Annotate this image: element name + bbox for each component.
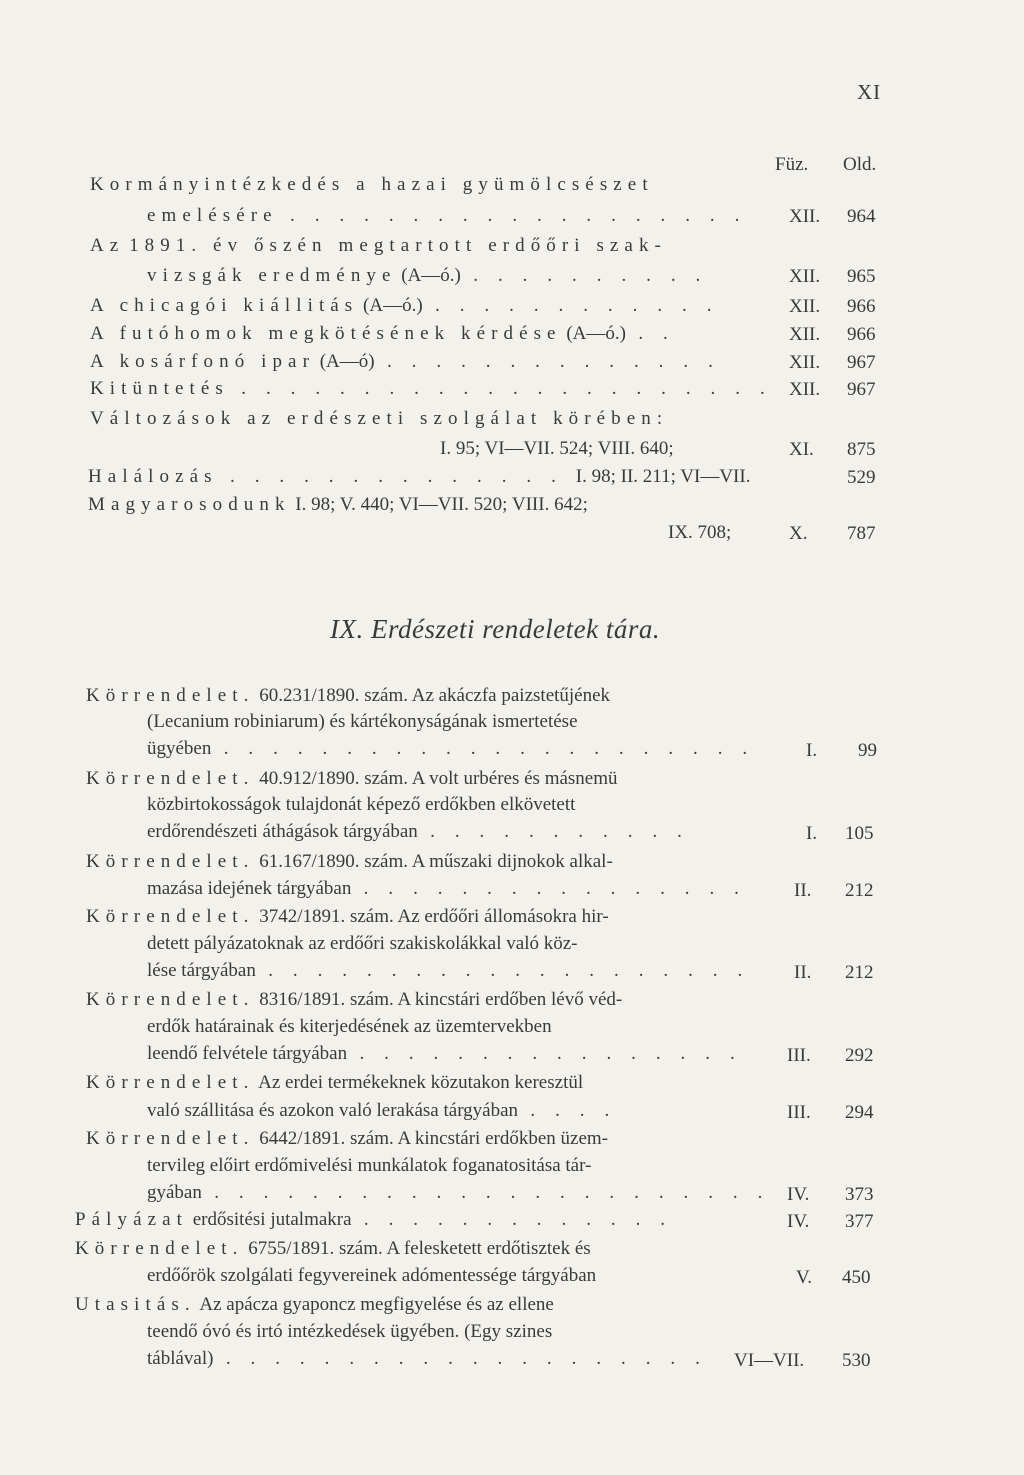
fuzet-value: XII. — [789, 266, 821, 287]
entry-line: A kosárfonó ipar (A—ó) . . . . . . . . . . . . . . — [90, 351, 721, 372]
entry-line: Magyarosodunk I. 98; V. 440; VI—VII. 520; VIII. 642; — [88, 494, 588, 515]
entry-line: leendő felvétele tárgyában . . . . . . . . . . . . . . . . — [147, 1043, 743, 1064]
section-title: IX. Erdészeti rendeletek tára. — [330, 614, 661, 644]
leader-dots: . . . . . . . . . . . . . . . . . . . . — [255, 960, 750, 981]
entry-title: Körrendelet. — [86, 1072, 255, 1093]
leader-dots: . . . . . . . . . . . . . . — [217, 466, 576, 487]
entry-line: való szállitása és azokon való lerakása tárgyában . . . . — [147, 1100, 617, 1121]
leader-dots: . . . . . . . . . . . . . . . . . . . . . . — [211, 738, 755, 759]
leader-dots: . . . . . . . . . . . . . . . . . . . . — [213, 1348, 708, 1369]
entry-line: I. 95; VI—VII. 524; VIII. 640; — [440, 438, 674, 459]
oldal-value: 294 — [845, 1102, 874, 1123]
entry-line: mazása idejének tárgyában . . . . . . . . . . . . . . . . — [147, 878, 747, 899]
oldal-value: 967 — [847, 352, 876, 373]
fuzet-value: XI. — [789, 439, 814, 460]
leader-dots: . . . . . . . . . . . . . . . . . . . . . . — [228, 378, 773, 399]
oldal-value: 377 — [845, 1211, 874, 1232]
entry-line: Halálozás . . . . . . . . . . . . . . I. 98; II. 211; VI—VII. — [88, 466, 751, 487]
entry-line: Utasitás. Az apácza gyaponcz megfigyelése és az ellene — [75, 1294, 554, 1315]
entry-title: Utasitás. — [75, 1294, 196, 1315]
entry-line: közbirtokosságok tulajdonát képező erdőkben elkövetett — [147, 794, 576, 815]
fuzet-value: II. — [794, 880, 812, 901]
oldal-value: 967 — [847, 379, 876, 400]
oldal-value: 99 — [858, 740, 877, 761]
entry-line: Körrendelet. 6755/1891. szám. A felesketett erdőtisztek és — [75, 1238, 591, 1259]
entry-title: A futóhomok megkötésének kérdése — [90, 323, 562, 344]
entry-line: Körrendelet. 60.231/1890. szám. Az akáczfa paizstetűjének — [86, 685, 611, 706]
fuzet-value: IV. — [787, 1211, 810, 1232]
oldal-value: 966 — [847, 324, 876, 345]
leader-dots: . . . . . . . . . . . . — [422, 295, 720, 316]
leader-dots: . . . . . . . . . . . . . — [351, 1209, 673, 1230]
entry-line: Körrendelet. Az erdei termékeknek közutakon keresztül — [86, 1072, 584, 1093]
page-number: XI — [857, 80, 882, 104]
leader-dots: . . . . . . . . . . . . . . . . — [351, 878, 747, 899]
oldal-value: 105 — [845, 823, 874, 844]
oldal-value: 875 — [847, 439, 876, 460]
oldal-value: 966 — [847, 296, 876, 317]
entry-line — [90, 173, 654, 197]
leader-dots: . . — [625, 323, 676, 344]
entry-title: Körrendelet. — [86, 851, 255, 872]
fuzet-value: III. — [787, 1045, 811, 1066]
fuzet-value: XII. — [789, 296, 821, 317]
fuzet-value: V. — [796, 1267, 813, 1288]
entry-line: erdőrendészeti áthágások tárgyában . . . . . . . . . . . — [147, 821, 690, 842]
entry-line: IX. 708; — [668, 522, 732, 543]
oldal-value: 212 — [845, 880, 874, 901]
entry-title: Kormányintézkedés a hazai gyümölcsészet — [90, 174, 654, 195]
column-header-fuzet: Füz. — [775, 154, 809, 175]
entry-title: Magyarosodunk — [88, 494, 291, 515]
entry-title: Körrendelet. — [86, 989, 255, 1010]
oldal-value: 212 — [845, 962, 874, 983]
entry-title: Körrendelet. — [86, 1128, 255, 1149]
entry-line: A chicagói kiállitás (A—ó.) . . . . . . . . . . . . — [90, 295, 720, 316]
entry-title: Változások az erdészeti szolgálat körében: — [90, 408, 669, 429]
fuzet-value: XII. — [789, 206, 821, 227]
entry-title: A chicagói kiállitás — [90, 295, 359, 316]
column-header-oldal: Old. — [843, 154, 877, 175]
entry-line: detett pályázatoknak az erdőőri szakiskolákkal való köz- — [147, 933, 578, 954]
entry-line: Körrendelet. 40.912/1890. szám. A volt urbéres és másnemü — [86, 768, 618, 789]
entry-title: vizsgák eredménye — [147, 265, 397, 286]
leader-dots: . . . . . . . . . . . . . . . . — [347, 1043, 743, 1064]
leader-dots: . . . . . . . . . . . . . . . . . . . . . . . — [201, 1182, 770, 1203]
entry-line: Pályázat erdősitési jutalmakra . . . . . . . . . . . . . — [75, 1209, 673, 1230]
entry-line: (Lecanium robiniarum) és kártékonyságának ismertetése — [147, 711, 578, 732]
entry-line: Körrendelet. 6442/1891. szám. A kincstári erdőkben üzem- — [86, 1128, 608, 1149]
fuzet-value: I. — [806, 740, 818, 761]
entry-line: teendő óvó és irtó intézkedések ügyében. (Egy szines — [147, 1321, 553, 1342]
entry-line: erdőőrök szolgálati fegyvereinek adómentessége tárgyában — [147, 1265, 597, 1286]
fuzet-value: X. — [789, 523, 808, 544]
entry-line: gyában . . . . . . . . . . . . . . . . . . . . . . . — [147, 1182, 770, 1203]
oldal-value: 965 — [847, 266, 876, 287]
oldal-value: 373 — [845, 1184, 874, 1205]
leader-dots: . . . . . . . . . . — [460, 265, 708, 286]
fuzet-value: I. — [806, 823, 818, 844]
entry-line — [90, 407, 668, 431]
entry-title: Az — [90, 235, 125, 256]
entry-title: Pályázat — [75, 1209, 188, 1230]
leader-dots: . . . . . . . . . . . . . . — [374, 351, 721, 372]
entry-line: A futóhomok megkötésének kérdése (A—ó.) . . — [90, 323, 676, 344]
entry-line — [90, 377, 772, 401]
oldal-value: 529 — [847, 467, 876, 488]
entry-title: Körrendelet. — [86, 906, 255, 927]
fuzet-value: II. — [794, 962, 812, 983]
entry-line — [147, 204, 747, 228]
entry-line: erdők határainak és kiterjedésének az üzemtervekben — [147, 1016, 552, 1037]
leader-dots: . . . . . . . . . . . . . . . . . . . — [277, 205, 747, 226]
oldal-value: 530 — [842, 1350, 871, 1371]
entry-title: Halálozás — [88, 466, 218, 487]
leader-dots: . . . . — [518, 1100, 617, 1121]
fuzet-value: XII. — [789, 324, 821, 345]
entry-title: Körrendelet. — [75, 1238, 244, 1259]
oldal-value: 450 — [842, 1267, 871, 1288]
entry-line: tervileg előirt erdőmivelési munkálatok foganatositása tár- — [147, 1155, 592, 1176]
entry-line: Körrendelet. 3742/1891. szám. Az erdőőri állomásokra hir- — [86, 906, 609, 927]
entry-line: Körrendelet. 61.167/1890. szám. A műszaki dijnokok alkal- — [86, 851, 613, 872]
entry-line: lése tárgyában . . . . . . . . . . . . . . . . . . . . — [147, 960, 750, 981]
fuzet-value: III. — [787, 1102, 811, 1123]
fuzet-value: VI—VII. — [734, 1350, 805, 1371]
entry-line: Körrendelet. 8316/1891. szám. A kincstári erdőben lévő véd- — [86, 989, 623, 1010]
entry-line: táblával) . . . . . . . . . . . . . . . . . . . . — [147, 1348, 708, 1369]
leader-dots: . . . . . . . . . . . — [417, 821, 690, 842]
fuzet-value: XII. — [789, 379, 821, 400]
entry-title: Körrendelet. — [86, 768, 255, 789]
entry-title: A kosárfonó ipar — [90, 351, 315, 372]
entry-line: Az 1891. év őszén megtartott erdőőri szak- — [90, 235, 667, 256]
entry-title: emelésére — [147, 205, 278, 226]
entry-line: ügyében . . . . . . . . . . . . . . . . . . . . . . — [147, 738, 755, 759]
oldal-value: 292 — [845, 1045, 874, 1066]
entry-title: Kitüntetés — [90, 378, 229, 399]
fuzet-value: XII. — [789, 352, 821, 373]
entry-title: Körrendelet. — [86, 685, 255, 706]
oldal-value: 787 — [847, 523, 876, 544]
fuzet-value: IV. — [787, 1184, 810, 1205]
oldal-value: 964 — [847, 206, 876, 227]
entry-line: vizsgák eredménye (A—ó.) . . . . . . . . . . — [147, 265, 708, 286]
